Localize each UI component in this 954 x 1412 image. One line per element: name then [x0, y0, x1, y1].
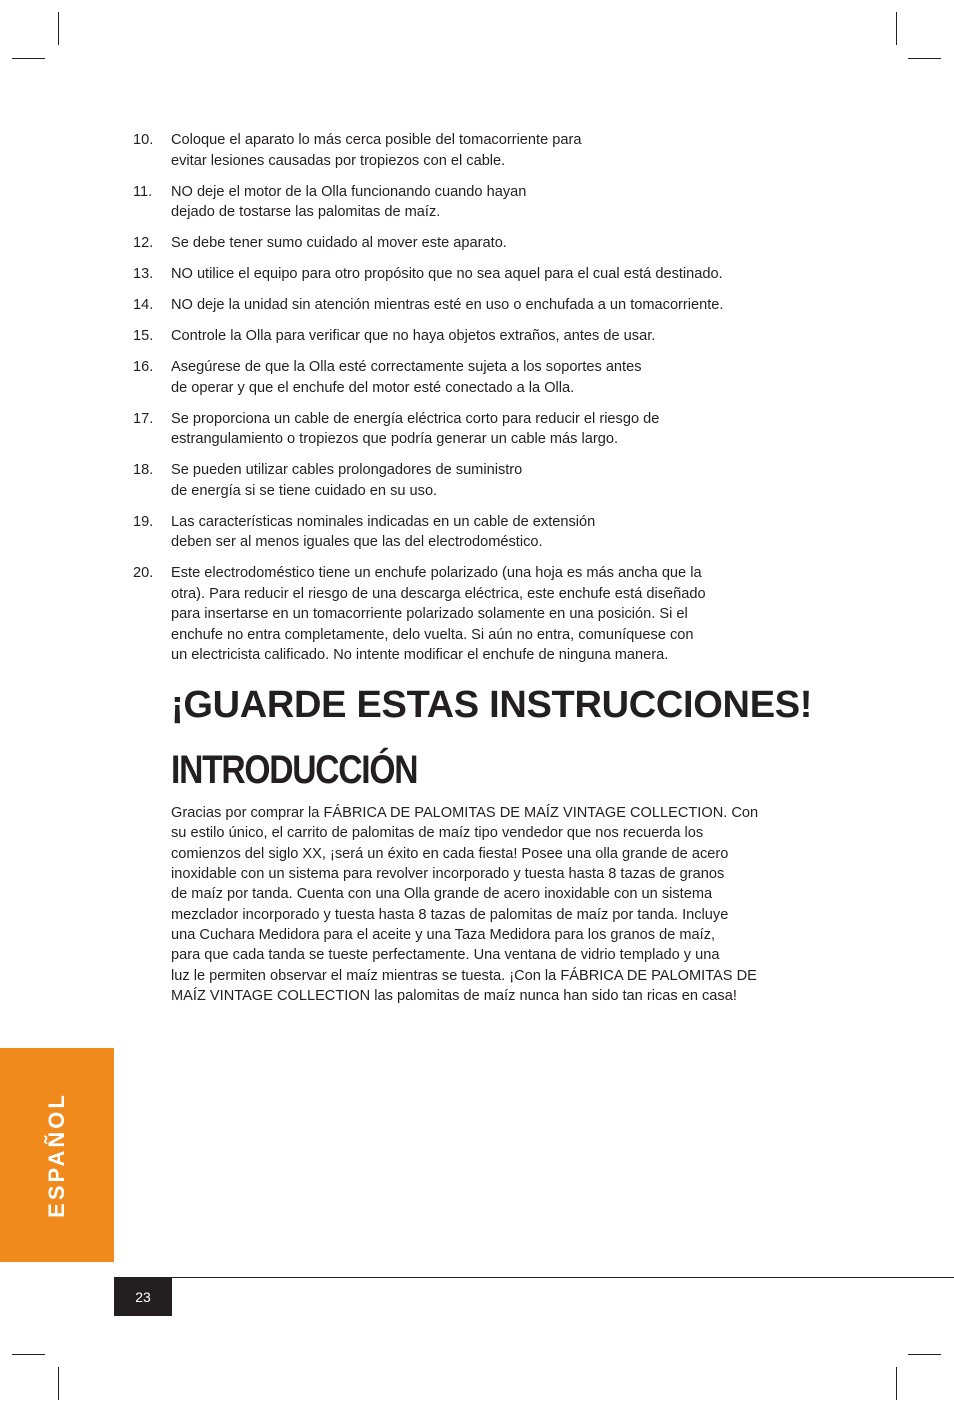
item-number: 14. [133, 297, 154, 313]
introduction-paragraph: Gracias por comprar la FÁBRICA DE PALOMITAS DE MAÍZ VINTAGE COLLECTION. Con su estilo único, el carrito de palomitas de maíz tipo vendedor que nos recuerda los comienzos del siglo XX, ¡será un éxito en cada fiesta! Posee una olla grande de acero inoxidable con un sistema para revolver incorporado y tuesta hasta 8 tazas de granos de maíz por tanda. Cuenta con una Olla grande de acero inoxidable con un sistema mezclador incorporado y tuesta hasta 8 tazas de palomitas de maíz por tanda. Incluye una Cuchara Medidora para el aceite y una Taza Medidora para los granos de maíz, para que cada tanda se tueste perfectamente. Una ventana de vidrio templado y una luz le permiten observar el maíz mientras se tuesta. ¡Con la FÁBRICA DE PALOMITAS DE MAÍZ VINTAGE COLLECTION las palomitas de maíz nunca han sido tan ricas en casa! [171, 805, 759, 1005]
item-text: Asegúrese de que la Olla esté correctamente sujeta a los soportes antes de operar y que el enchufe del motor esté conectado a la Olla. [171, 359, 642, 396]
item-text: Coloque el aparato lo más cerca posible del tomacorriente para evitar lesiones causadas por tropiezos con el cable. [171, 132, 582, 169]
save-instructions-heading: ¡GUARDE ESTAS INSTRUCCIONES! [171, 684, 813, 726]
item-number: 15. [133, 328, 154, 344]
item-number: 19. [133, 513, 154, 530]
crop-mark [12, 58, 45, 59]
crop-mark [12, 1354, 45, 1355]
item-text: Se pueden utilizar cables prolongadores de suministro de energía si se tiene cuidado en su uso. [171, 462, 523, 499]
item-number: 18. [133, 462, 154, 478]
crop-mark [896, 12, 897, 45]
item-number: 10. [133, 132, 154, 148]
item-text: Se debe tener sumo cuidado al mover este aparato. [171, 235, 507, 251]
list-item [133, 233, 793, 254]
item-number: 17. [133, 410, 154, 427]
item-number: 13. [133, 266, 154, 282]
list-item [133, 563, 793, 666]
list-item [133, 326, 793, 347]
item-text: Este electrodoméstico tiene un enchufe polarizado (una hoja es más ancha que la otra). Para reducir el riesgo de una descarga eléctrica, este enchufe está diseñado para insertarse en un tomacorriente polarizado solamente en una posición. Si el enchufe no entra completamente, delo vuelta. Si aún no entra, comuníquese con un electricista calificado. No intente modificar el enchufe de ninguna manera. [171, 565, 706, 663]
item-number: 12. [133, 235, 154, 251]
crop-mark [896, 1367, 897, 1400]
item-text: NO utilice el equipo para otro propósito que no sea aquel para el cual está destinado. [171, 266, 723, 282]
page-number: 23 [114, 1278, 172, 1316]
list-item [133, 130, 793, 171]
footer-rule [114, 1277, 954, 1278]
list-item [133, 409, 793, 450]
item-number: 20. [133, 565, 154, 581]
item-text: Las características nominales indicadas en un cable de extensión deben ser al menos iguales que las del electrodoméstico. [171, 513, 596, 550]
item-text: Controle la Olla para verificar que no haya objetos extraños, antes de usar. [171, 328, 656, 344]
crop-mark [908, 58, 941, 59]
crop-mark [58, 12, 59, 45]
list-item [133, 295, 793, 316]
item-text: NO deje el motor de la Olla funcionando cuando hayan dejado de tostarse las palomitas de maíz. [171, 183, 527, 220]
safety-instructions-list [133, 130, 793, 676]
introduction-heading: INTRODUCCIÓN [171, 748, 418, 792]
list-item [133, 512, 793, 553]
crop-mark [58, 1367, 59, 1400]
list-item [133, 357, 793, 398]
item-text: Se proporciona un cable de energía eléctrica corto para reducir el riesgo de estrangulamiento o tropiezos que podría generar un cable más largo. [171, 410, 660, 447]
item-number: 11. [133, 183, 153, 200]
list-item [133, 264, 793, 285]
language-tab [0, 1048, 114, 1262]
item-text: NO deje la unidad sin atención mientras esté en uso o enchufada a un tomacorriente. [171, 297, 724, 313]
list-item [133, 182, 793, 223]
item-number: 16. [133, 359, 154, 375]
crop-mark [908, 1354, 941, 1355]
list-item [133, 460, 793, 501]
language-label: ESPAÑOL [44, 1092, 69, 1218]
